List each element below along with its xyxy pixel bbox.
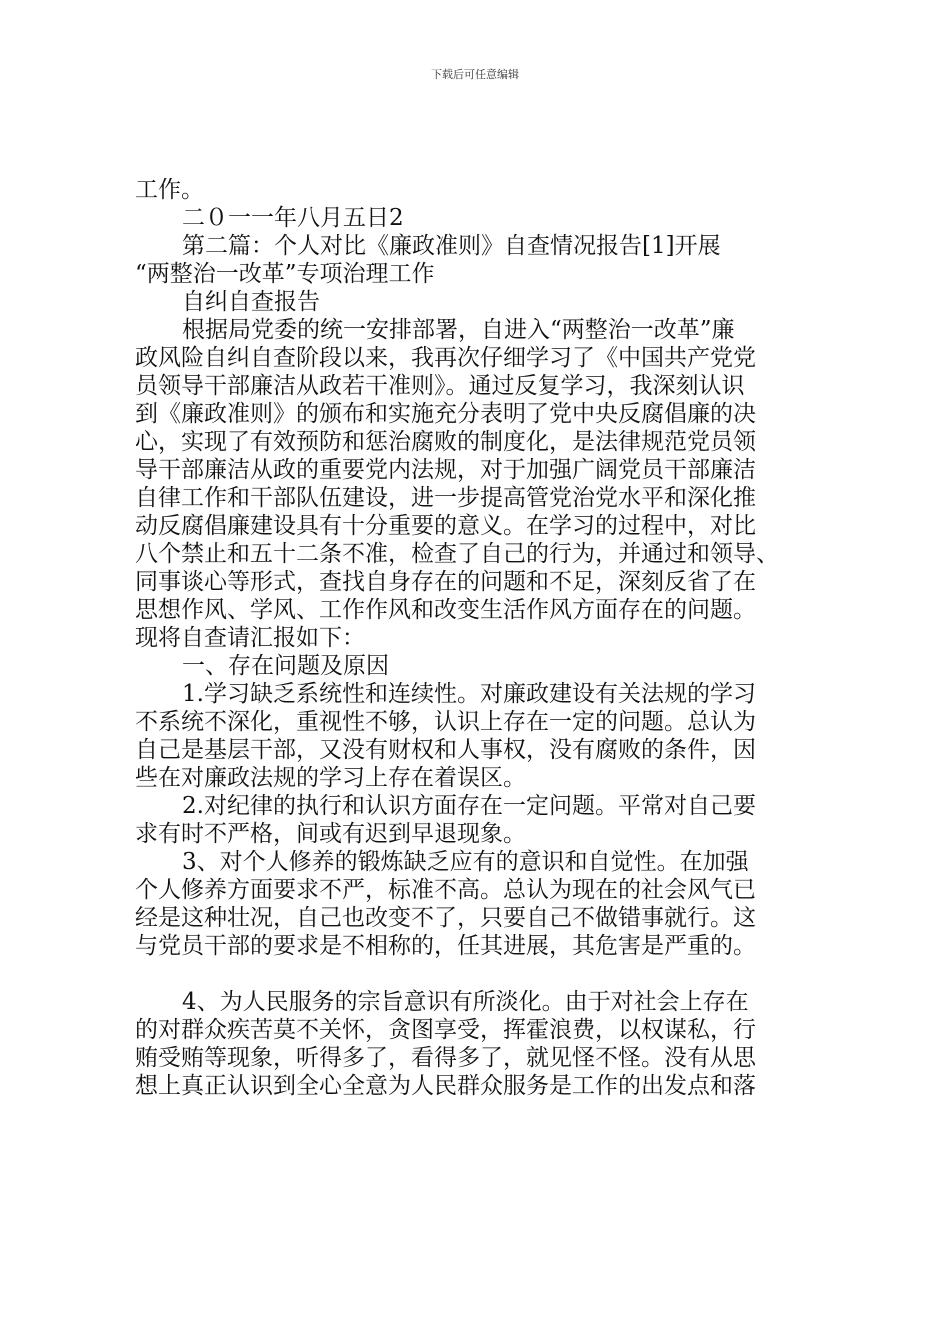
text-line: 的对群众疾苦莫不关怀，贪图享受，挥霍浪费，以权谋私，行 xyxy=(135,1017,756,1043)
text-line: 思想作风、学风、工作作风和改变生活作风方面存在的问题。 xyxy=(135,597,756,623)
text-line: 1.学习缺乏系统性和连续性。对廉政建设有关法规的学习 xyxy=(182,681,756,707)
text-line: 导干部廉洁从政的重要党内法规，对于加强广阔党员干部廉洁 xyxy=(135,457,756,483)
text-line: 3、对个人修养的锻炼缺乏应有的意识和自觉性。在加强 xyxy=(182,849,749,875)
text-line: 心，实现了有效预防和惩治腐败的制度化，是法律规范党员领 xyxy=(135,429,756,455)
text-line: 求有时不严格，间或有迟到早退现象。 xyxy=(135,821,526,847)
text-line: 动反腐倡廉建设具有十分重要的意义。在学习的过程中，对比 xyxy=(135,513,756,539)
date-line: 二０一一年八月五日2 xyxy=(182,205,404,231)
text-line: 贿受贿等现象，听得多了，看得多了，就见怪不怪。没有从思 xyxy=(135,1045,756,1071)
text-line: 工作。 xyxy=(135,177,204,203)
section-title-cont: “两整治一改革”专项治理工作 xyxy=(135,261,435,287)
text-line: 八个禁止和五十二条不准，检查了自己的行为，并通过和领导、 xyxy=(135,541,779,567)
paragraph-gap xyxy=(135,960,845,988)
text-line: 自律工作和干部队伍建设，进一步提高管党治党水平和深化推 xyxy=(135,485,756,511)
text-line: 现将自查请汇报如下： xyxy=(135,625,365,651)
text-line: 政风险自纠自查阶段以来，我再次仔细学习了《中国共产党党 xyxy=(135,345,756,371)
document-body xyxy=(135,176,845,1100)
text-line: 2.对纪律的执行和认识方面存在一定问题。平常对自己要 xyxy=(182,793,756,819)
text-line: 个人修养方面要求不严，标准不高。总认为现在的社会风气已 xyxy=(135,877,756,903)
text-line: 些在对廉政法规的学习上存在着误区。 xyxy=(135,765,526,791)
text-line: 根据局党委的统一安排部署，自进入“两整治一改革”廉 xyxy=(182,317,735,343)
text-line: 经是这种壮况，自己也改变不了，只要自己不做错事就行。这 xyxy=(135,905,756,931)
report-title: 自纠自查报告 xyxy=(182,289,320,315)
text-line: 到《廉政准则》的颁布和实施充分表明了党中央反腐倡廉的决 xyxy=(135,401,756,427)
text-line: 同事谈心等形式，查找自身存在的问题和不足，深刻反省了在 xyxy=(135,569,756,595)
section-title: 第二篇：个人对比《廉政准则》自查情况报告[1]开展 xyxy=(182,233,721,259)
text-line: 自己是基层干部，又没有财权和人事权，没有腐败的条件，因 xyxy=(135,737,756,763)
text-line: 员领导干部廉洁从政若干准则》。通过反复学习，我深刻认识 xyxy=(135,373,745,399)
text-line: 不系统不深化，重视性不够，认识上存在一定的问题。总认为 xyxy=(135,709,756,735)
text-line: 与党员干部的要求是不相称的，任其进展，其危害是严重的。 xyxy=(135,933,756,959)
page-header-note: 下载后可任意编辑 xyxy=(431,68,519,81)
heading-problems: 一、存在问题及原因 xyxy=(182,653,389,679)
text-line: 想上真正认识到全心全意为人民群众服务是工作的出发点和落 xyxy=(135,1073,756,1099)
text-line: 4、为人民服务的宗旨意识有所淡化。由于对社会上存在 xyxy=(182,989,749,1015)
